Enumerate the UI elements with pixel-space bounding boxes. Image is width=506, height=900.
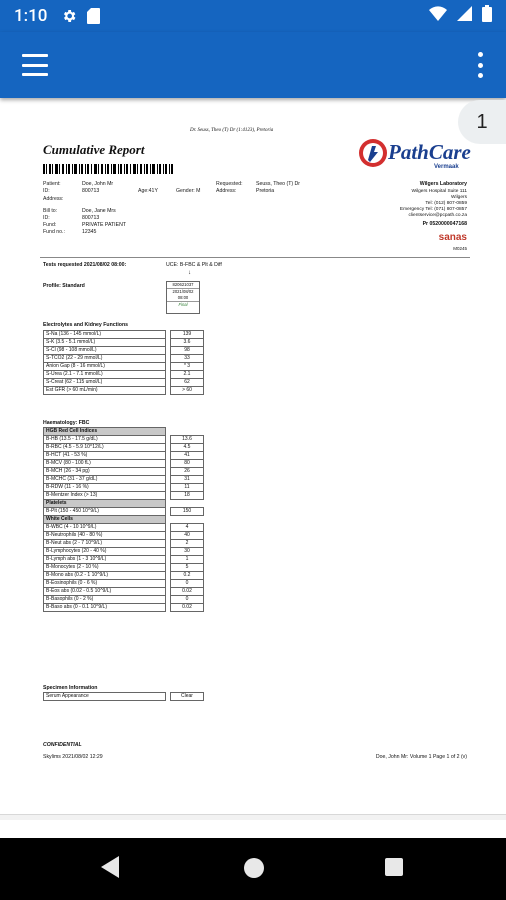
specimen-heading: Specimen Information <box>43 685 98 691</box>
result-row <box>44 339 204 347</box>
result-row <box>44 580 204 588</box>
test-name: S-K (3.5 - 5.1 mmol/L) <box>44 339 166 347</box>
result-row <box>44 572 204 580</box>
section-row <box>44 428 204 436</box>
fund-value: PRIVATE PATIENT <box>82 222 126 228</box>
test-name: B-MCV (80 - 100 fL) <box>44 460 166 468</box>
result-row <box>44 460 204 468</box>
haematology-table <box>43 427 204 612</box>
test-name: B-Neut abs (2 - 7 10^9/L) <box>44 540 166 548</box>
test-name: S-Creat (62 - 115 umol/L) <box>44 379 166 387</box>
footer-right: Doe, John Mr: Volume 1 Page 1 of 2 (v) <box>375 754 467 760</box>
test-value: 26 <box>171 468 204 476</box>
section-label: HGB Red Cell Indices <box>44 428 166 436</box>
gender-label: Gender: M <box>176 188 201 194</box>
test-value: 150 <box>171 508 204 516</box>
test-name: B-Lymphocytes (20 - 40 %) <box>44 548 166 556</box>
requested-value: Seuss, Theo (T) Dr <box>256 181 301 187</box>
result-row <box>44 524 204 532</box>
test-value: 11 <box>171 484 204 492</box>
test-name: B-MCH (26 - 34 pg) <box>44 468 166 476</box>
test-name: S-TCO2 (22 - 29 mmol/L) <box>44 355 166 363</box>
status-time: 1:10 <box>14 6 48 26</box>
test-value: 0 <box>171 580 204 588</box>
result-row <box>44 476 204 484</box>
result-row <box>44 596 204 604</box>
result-row <box>44 484 204 492</box>
result-row <box>44 604 204 612</box>
bill-id: 800713 <box>82 215 100 221</box>
result-row <box>44 492 204 500</box>
test-name: B-RBC (4.5 - 5.9 10^12/L) <box>44 444 166 452</box>
test-value: 62 <box>171 379 204 387</box>
lab-pr-number: Pr 0520000047168 <box>422 221 467 227</box>
test-name: B-Eosinophils (0 - 6 %) <box>44 580 166 588</box>
result-row <box>44 331 204 339</box>
requested-label: Requested: <box>216 181 243 187</box>
result-row <box>44 508 204 516</box>
test-name: B-Lymph abs (1 - 3 10^9/L) <box>44 556 166 564</box>
test-value: * 3 <box>171 363 204 371</box>
test-value: 18 <box>171 492 204 500</box>
lab-tel: Tel: (012) 807-0859 <box>425 201 467 206</box>
test-value: 4.5 <box>171 444 204 452</box>
requested-address-label: Address: <box>216 188 237 194</box>
sanas-number: M0245 <box>453 246 467 251</box>
result-row <box>44 588 204 596</box>
result-row <box>44 548 204 556</box>
test-value: 33 <box>171 355 204 363</box>
pdf-viewer[interactable] <box>0 98 506 820</box>
result-row <box>44 371 204 379</box>
page-indicator: 1 <box>458 100 506 144</box>
test-name: B-Mentzer Index (> 13) <box>44 492 166 500</box>
test-value: > 60 <box>171 387 204 395</box>
test-name: B-MCHC (31 - 37 g/dL) <box>44 476 166 484</box>
test-name: B-Baso abs (0 - 0.1 10^9/L) <box>44 604 166 612</box>
result-row <box>44 564 204 572</box>
lab-emergency: Emergency Tel: (071) 807-0857 <box>399 207 467 212</box>
viewer-bottom-edge <box>0 814 506 820</box>
column-header-top: 820621037 <box>172 282 194 287</box>
test-name: S-Cl (98 - 108 mmol/L) <box>44 347 166 355</box>
logo-sub: Vermaak <box>434 164 459 170</box>
profile-label: Profile: Standard <box>43 283 85 289</box>
report-title: Cumulative Report <box>43 142 145 157</box>
test-value: 0.02 <box>171 604 204 612</box>
test-value: 98 <box>171 347 204 355</box>
section-label: White Cells <box>44 516 166 524</box>
test-value: 41 <box>171 452 204 460</box>
navigation-bar <box>0 838 506 900</box>
result-row <box>44 532 204 540</box>
specimen-table <box>43 692 204 701</box>
lab-address-2: Wilgers <box>451 195 467 200</box>
bill-label: Bill to: <box>43 208 58 214</box>
test-name: B-Plt (150 - 450 10^9/L) <box>44 508 166 516</box>
result-row <box>44 444 204 452</box>
test-value: 4 <box>171 524 204 532</box>
settings-gear-icon <box>61 8 77 24</box>
cellular-signal-icon <box>457 6 472 26</box>
result-row <box>44 468 204 476</box>
test-value: 0.2 <box>171 572 204 580</box>
result-row <box>44 379 204 387</box>
test-name: B-Basophils (0 - 2 %) <box>44 596 166 604</box>
header-doctor: Dr. Seuss, Theo (T) Dr (1:4123), Pretoria <box>190 128 274 133</box>
pathcare-logo-icon <box>358 138 388 168</box>
test-name: Anion Gap (8 - 16 mmol/L) <box>44 363 166 371</box>
lab-name: Wilgers Laboratory <box>419 181 467 187</box>
result-row <box>44 436 204 444</box>
bill-name: Doe, Jane Mrs <box>82 208 116 214</box>
patient-name: Doe, John Mr <box>82 181 114 187</box>
report-page <box>40 122 470 812</box>
section-label: Platelets <box>44 500 166 508</box>
result-row <box>44 355 204 363</box>
column-header-time: 08:00 <box>177 295 189 300</box>
bill-id-label: ID: <box>43 215 50 221</box>
test-value: 2.1 <box>171 371 204 379</box>
back-icon[interactable] <box>101 856 119 878</box>
more-options-icon[interactable] <box>476 52 484 78</box>
recents-icon[interactable] <box>385 858 403 876</box>
result-row <box>44 693 204 701</box>
test-name: Est GFR (> 60 mL/min) <box>44 387 166 395</box>
test-name: B-WBC (4 - 10 10^9/L) <box>44 524 166 532</box>
test-value: 5 <box>171 564 204 572</box>
result-row <box>44 540 204 548</box>
app-bar <box>0 32 506 98</box>
confidential-label: CONFIDENTIAL <box>43 742 82 748</box>
battery-icon <box>482 5 492 27</box>
lab-address-1: Wilgers Hospital Suite 111 <box>411 189 467 194</box>
test-name: S-Na (136 - 145 mmol/L) <box>44 331 166 339</box>
fundno-value: 12345 <box>82 229 97 235</box>
status-bar <box>0 0 506 32</box>
home-icon[interactable] <box>244 858 264 878</box>
patient-label: Patient: <box>43 181 61 187</box>
address-label: Address: <box>43 196 64 202</box>
column-header-status: Final <box>167 301 199 308</box>
age-label: Age:41Y <box>138 188 158 194</box>
sd-card-icon <box>87 8 100 24</box>
barcode <box>43 164 173 174</box>
patient-id: 800713 <box>82 188 100 194</box>
wifi-icon <box>429 6 447 26</box>
footer-left: Skylims 2021/08/02 12:29 <box>43 754 103 760</box>
fund-label: Fund: <box>43 222 57 228</box>
result-column-header <box>166 281 200 314</box>
result-row <box>44 387 204 395</box>
column-arrow: ↓ <box>188 270 191 276</box>
test-value: 1 <box>171 556 204 564</box>
test-value: 0.02 <box>171 588 204 596</box>
fundno-label: Fund no.: <box>43 229 65 235</box>
tests-requested: Tests requested 2021/08/02 08:00: <box>43 262 127 268</box>
requested-address-value: Pretoria <box>256 188 275 194</box>
test-name: B-Mono abs (0.2 - 1 10^9/L) <box>44 572 166 580</box>
haematology-heading: Haematology: FBC <box>43 420 90 426</box>
logo-text: PathCare <box>388 140 471 164</box>
section-row <box>44 516 204 524</box>
electrolytes-heading: Electrolytes and Kidney Functions <box>43 322 129 328</box>
test-name: Serum Appearance <box>44 693 166 701</box>
result-row <box>44 363 204 371</box>
test-name: B-HCT (41 - 53 %) <box>44 452 166 460</box>
tests-list: UCE: B-FBC & Plt & Diff <box>166 262 222 268</box>
test-name: B-Monocytes (2 - 10 %) <box>44 564 166 572</box>
id-label: ID: <box>43 188 50 194</box>
divider <box>40 257 470 258</box>
test-name: B-Neutrophils (40 - 80 %) <box>44 532 166 540</box>
test-value: 31 <box>171 476 204 484</box>
result-row <box>44 452 204 460</box>
column-header-date: 2021/08/02 <box>167 288 199 295</box>
electrolytes-table <box>43 330 204 395</box>
test-value: 139 <box>171 331 204 339</box>
lab-email: clientservice@pcpath.co.za <box>408 213 467 218</box>
result-row <box>44 347 204 355</box>
menu-icon[interactable] <box>22 54 48 76</box>
test-value: 13.6 <box>171 436 204 444</box>
test-name: S-Urea (2.1 - 7.1 mmol/L) <box>44 371 166 379</box>
test-name: B-HB (13.5 - 17.5 g/dL) <box>44 436 166 444</box>
sanas-logo: sanas <box>438 232 467 243</box>
test-value: 40 <box>171 532 204 540</box>
test-value: 3.6 <box>171 339 204 347</box>
test-name: B-RDW (11 - 16 %) <box>44 484 166 492</box>
test-value: 80 <box>171 460 204 468</box>
test-value: 30 <box>171 548 204 556</box>
test-value: 0 <box>171 596 204 604</box>
pathcare-logo <box>358 138 471 174</box>
section-row <box>44 500 204 508</box>
test-value: Clear <box>171 693 204 701</box>
test-name: B-Eos abs (0.02 - 0.5 10^9/L) <box>44 588 166 596</box>
result-row <box>44 556 204 564</box>
test-value: 2 <box>171 540 204 548</box>
